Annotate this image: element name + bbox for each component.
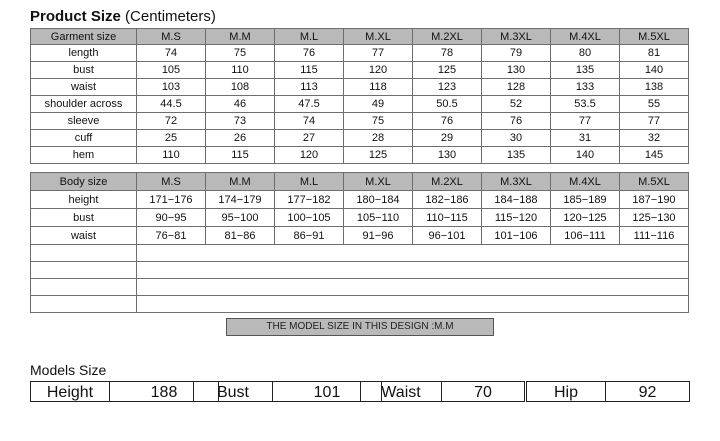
column-header: M.L [275,173,344,191]
empty-cell [137,296,689,313]
table-cell: 52 [482,96,551,113]
table-cell: 174−179 [206,191,275,209]
table-cell: 105−110 [344,209,413,227]
waist-value: 70 [441,381,525,402]
table-cell: 115−120 [482,209,551,227]
table-cell: 100−105 [275,209,344,227]
column-header: M.XL [344,173,413,191]
table-cell: 96−101 [413,227,482,245]
table-row [31,62,689,79]
row-label: waist [31,79,137,96]
waist-label: Waist [360,381,442,402]
table-cell: 187−190 [620,191,689,209]
column-header: M.5XL [620,29,689,45]
table-cell: 177−182 [275,191,344,209]
table-cell: 128 [482,79,551,96]
table-cell: 140 [551,147,620,164]
row-label: bust [31,209,137,227]
table-cell: 106−111 [551,227,620,245]
table-cell: 81 [620,45,689,62]
table-cell: 118 [344,79,413,96]
table-cell: 111−116 [620,227,689,245]
table-cell: 180−184 [344,191,413,209]
row-label: hem [31,147,137,164]
table-row [31,96,689,113]
empty-cell [31,296,137,313]
table-cell: 49 [344,96,413,113]
table-cell: 32 [620,130,689,147]
table-cell: 77 [620,113,689,130]
bust-label: Bust [193,381,273,402]
title-main: Product Size [30,8,121,25]
table-row [31,130,689,147]
garment-size-table [30,28,689,164]
table-cell: 108 [206,79,275,96]
body-header-row [31,173,689,191]
table-cell: 86−91 [275,227,344,245]
table-cell: 76 [413,113,482,130]
empty-cell [31,279,137,296]
height-label: Height [30,381,110,402]
table-cell: 31 [551,130,620,147]
table-cell: 130 [413,147,482,164]
table-cell: 29 [413,130,482,147]
empty-row [31,262,689,279]
table-cell: 46 [206,96,275,113]
table-cell: 140 [620,62,689,79]
table-cell: 25 [137,130,206,147]
table-cell: 73 [206,113,275,130]
hip-label: Hip [526,381,606,402]
table-row [31,209,689,227]
table-cell: 30 [482,130,551,147]
table-cell: 80 [551,45,620,62]
column-header: M.M [206,29,275,45]
table-cell: 74 [137,45,206,62]
table-row [31,191,689,209]
table-cell: 91−96 [344,227,413,245]
table-cell: 120 [344,62,413,79]
row-label: waist [31,227,137,245]
column-header: M.S [137,29,206,45]
table-cell: 110 [206,62,275,79]
row-label: sleeve [31,113,137,130]
table-cell: 47.5 [275,96,344,113]
table-cell: 184−188 [482,191,551,209]
table-cell: 76−81 [137,227,206,245]
table-cell: 115 [275,62,344,79]
table-cell: 101−106 [482,227,551,245]
table-row [31,227,689,245]
empty-row [31,245,689,262]
table-cell: 76 [275,45,344,62]
table-cell: 135 [551,62,620,79]
table-cell: 50.5 [413,96,482,113]
column-header: M.3XL [482,29,551,45]
table-cell: 123 [413,79,482,96]
table-cell: 115 [206,147,275,164]
column-header: M.5XL [620,173,689,191]
table-cell: 79 [482,45,551,62]
table-cell: 138 [620,79,689,96]
height-value: 188 [109,381,219,402]
table-cell: 182−186 [413,191,482,209]
page-title [30,8,216,25]
empty-cell [31,245,137,262]
table-cell: 103 [137,79,206,96]
table-cell: 75 [206,45,275,62]
hip-value: 92 [605,381,690,402]
table-cell: 78 [413,45,482,62]
column-header: M.4XL [551,29,620,45]
table-cell: 55 [620,96,689,113]
table-cell: 81−86 [206,227,275,245]
body-corner-label: Body size [31,173,137,191]
table-cell: 74 [275,113,344,130]
column-header: M.4XL [551,173,620,191]
table-cell: 135 [482,147,551,164]
column-header: M.2XL [413,173,482,191]
table-cell: 77 [551,113,620,130]
table-cell: 77 [344,45,413,62]
row-label: shoulder across [31,96,137,113]
column-header: M.XL [344,29,413,45]
garment-corner-label: Garment size [31,29,137,45]
column-header: M.3XL [482,173,551,191]
models-size-title: Models Size [30,362,107,378]
table-cell: 53.5 [551,96,620,113]
table-cell: 28 [344,130,413,147]
table-row [31,113,689,130]
table-cell: 145 [620,147,689,164]
table-row [31,79,689,96]
table-cell: 130 [482,62,551,79]
table-cell: 120−125 [551,209,620,227]
table-cell: 26 [206,130,275,147]
table-cell: 125 [413,62,482,79]
title-units: (Centimeters) [125,8,216,25]
row-label: bust [31,62,137,79]
bust-value: 101 [272,381,382,402]
table-row [31,45,689,62]
table-cell: 113 [275,79,344,96]
table-cell: 44.5 [137,96,206,113]
empty-cell [137,245,689,262]
column-header: M.2XL [413,29,482,45]
body-size-table [30,172,689,313]
table-row [31,147,689,164]
table-cell: 185−189 [551,191,620,209]
table-cell: 76 [482,113,551,130]
table-cell: 110 [137,147,206,164]
table-cell: 75 [344,113,413,130]
row-label: length [31,45,137,62]
empty-row [31,279,689,296]
table-cell: 72 [137,113,206,130]
table-cell: 133 [551,79,620,96]
table-cell: 125 [344,147,413,164]
empty-row [31,296,689,313]
table-cell: 125−130 [620,209,689,227]
row-label: height [31,191,137,209]
empty-cell [31,262,137,279]
table-cell: 90−95 [137,209,206,227]
table-cell: 95−100 [206,209,275,227]
table-cell: 105 [137,62,206,79]
model-size-note: THE MODEL SIZE IN THIS DESIGN :M.M [226,318,494,336]
empty-cell [137,279,689,296]
row-label: cuff [31,130,137,147]
empty-cell [137,262,689,279]
table-cell: 171−176 [137,191,206,209]
table-cell: 110−115 [413,209,482,227]
table-cell: 120 [275,147,344,164]
models-size-row [30,381,690,403]
garment-header-row [31,29,689,45]
column-header: M.S [137,173,206,191]
column-header: M.L [275,29,344,45]
column-header: M.M [206,173,275,191]
table-cell: 27 [275,130,344,147]
